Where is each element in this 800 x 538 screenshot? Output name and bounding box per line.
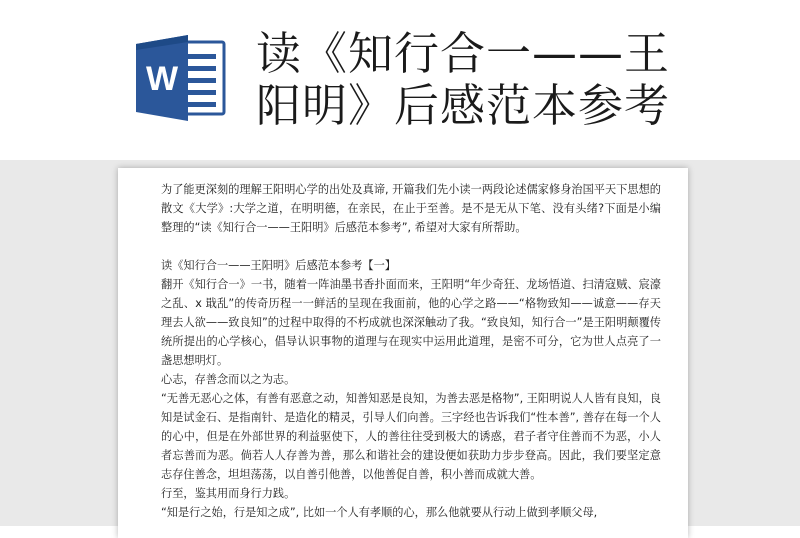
title-line-1: 读《知行合一——王 (256, 27, 671, 80)
word-icon (132, 30, 228, 126)
word-icon-letter: W (145, 60, 179, 98)
body-paragraph-1: 翻开《知行合一》一书，随着一阵油墨书香扑面而来，王阳明“年少奇狂、龙场悟道、扫清寇贼、宸濠之乱、x 戢乱”的传奇历程一一鲜活的呈现在我面前，他的心学之路——“格物致知——诚意——存天理去人欲——致良知”的过程中取得的不朽成就也深深触动了我。“致良知，知行合一”是王阳明颠覆传统所提出的心学核心，倡导认识事物的道理与在现实中运用此道理，是密不可分，它为世人点亮了一盏思想明灯。 (161, 278, 661, 367)
body-paragraph-3: “无善无恶心之体，有善有恶意之动，知善知恶是良知，为善去恶是格物”, 王阳明说人人皆有良知，良知是试金石、是指南针、是造化的精灵，引导人们向善。三字经也告诉我们“性本善”, 善存在每一个人的心中，但是在外部世界的利益驱使下，人的善往往受到极大的诱惑，君子者守住善而不为恶，小人者忘善而为恶。倘若人人存善为善，那么和谐社会的建设便如获助力步步登高。因此，我们要坚定意志存住善念，坦坦荡荡，以自善引他善，以他善促自善，积小善而成就大善。 (161, 392, 661, 481)
document-body (161, 180, 661, 522)
title-line-2: 阳明》后感范本参考 (256, 79, 671, 132)
body-paragraph-5: “知是行之始，行是知之成”, 比如一个人有孝顺的心，那么他就要从行动上做到孝顺父母, (161, 506, 598, 519)
body-paragraph-2: 心志，存善念而以之为志。 (161, 373, 296, 386)
section-heading: 读《知行合一——王阳明》后感范本参考【一】 (161, 259, 396, 272)
document-page (118, 168, 688, 538)
paragraph-gap (161, 237, 661, 256)
intro-paragraph: 为了能更深刻的理解王阳明心学的出处及真谛, 开篇我们先小读一两段论述儒家修身治国平天下思想的散文《大学》:大学之道，在明明德，在亲民，在止于至善。是不是无从下笔、没有头绪?下面是小编整理的“读《知行合一——王阳明》后感范本参考”, 希望对大家有所帮助。 (161, 183, 661, 234)
page-title (256, 28, 776, 132)
header (0, 0, 800, 160)
body-paragraph-4: 行至，鉴其用而身行力践。 (161, 487, 296, 500)
